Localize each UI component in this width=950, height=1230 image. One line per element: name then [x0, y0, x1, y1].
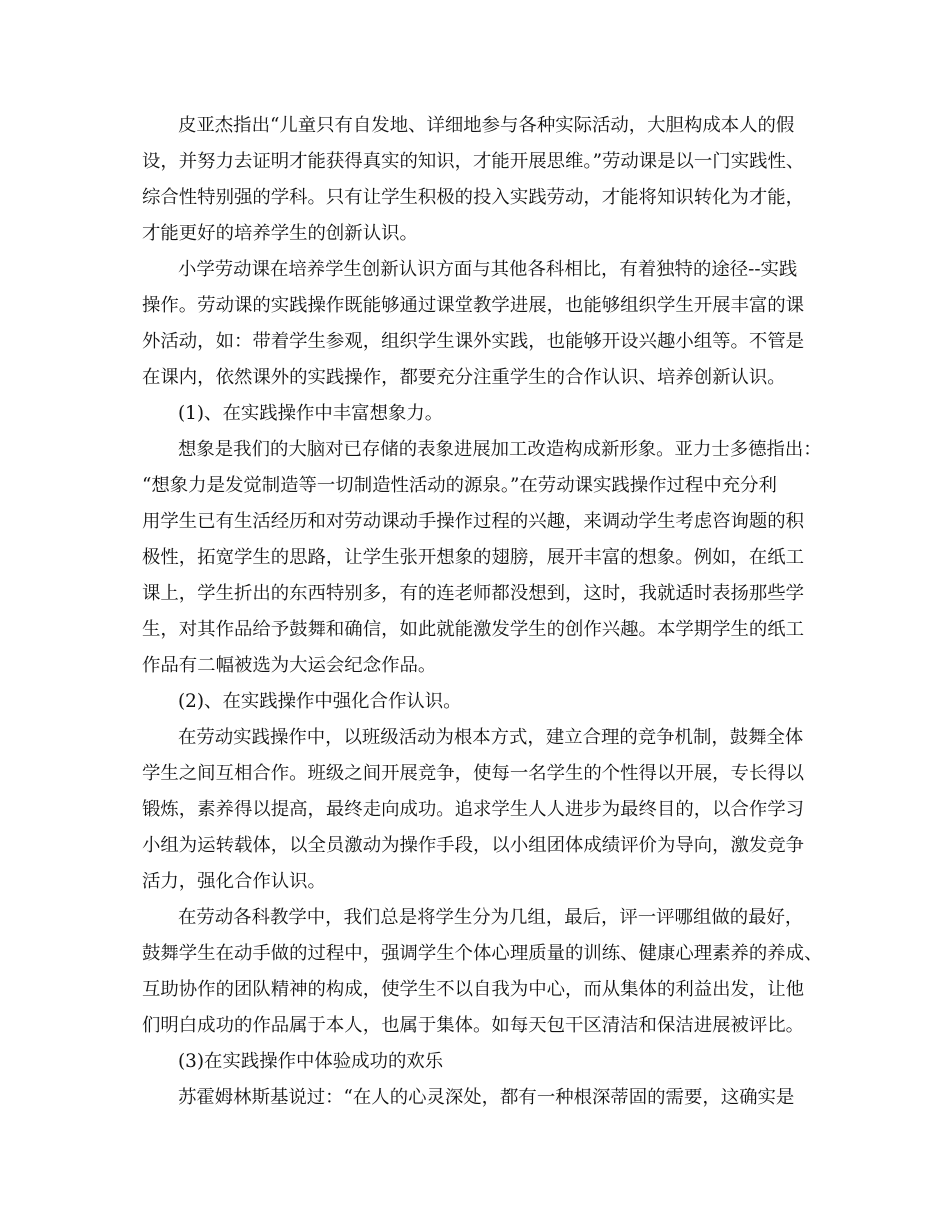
text-line: 鼓舞学生在动手做的过程中，强调学生个体心理质量的训练、健康心理素养的养成、 — [142, 943, 823, 964]
text-line: 才能更好的培养学生的创新认识。 — [142, 223, 418, 244]
text-line: 用学生已有生活经历和对劳动课动手操作过程的兴趣，来调动学生考虑咨询题的积 — [142, 511, 805, 532]
text-line: 想象是我们的大脑对已存储的表象进展加工改造构成新形象。亚力士多德指出： — [178, 439, 822, 460]
text-line: 课上，学生折出的东西特别多，有的连老师都没想到，这时，我就适时表扬那些学 — [142, 583, 805, 604]
text-line: 生，对其作品给予鼓舞和确信，如此就能激发学生的创作兴趣。本学期学生的纸工 — [142, 619, 805, 640]
section-heading: (3)在实践操作中体验成功的欢乐 — [178, 1051, 444, 1072]
section-heading: (2)、在实践操作中强化合作认识。 — [178, 691, 462, 712]
section-heading: (1)、在实践操作中丰富想象力。 — [178, 403, 444, 424]
text-line: 操作。劳动课的实践操作既能够通过课堂教学进展，也能够组织学生开展丰富的课 — [142, 295, 805, 316]
text-line: 设，并努力去证明才能获得真实的知识，才能开展思维。”劳动课是以一门实践性、 — [142, 151, 805, 172]
text-line: 在课内，依然课外的实践操作，都要充分注重学生的合作认识、培养创新认识。 — [142, 367, 786, 388]
text-line: 苏霍姆林斯基说过：“在人的心灵深处，都有一种根深蒂固的需要，这确实是 — [178, 1087, 795, 1108]
text-line: 极性，拓宽学生的思路，让学生张开想象的翅膀，展开丰富的想象。例如，在纸工 — [142, 547, 805, 568]
text-line: 活力，强化合作认识。 — [142, 871, 326, 892]
text-line: 作品有二幅被选为大运会纪念作品。 — [142, 655, 437, 676]
text-line: 小学劳动课在培养学生创新认识方面与其他各科相比，有着独特的途径--实践 — [178, 259, 798, 280]
text-line: 在劳动各科教学中，我们总是将学生分为几组，最后，评一评哪组做的最好， — [178, 907, 804, 928]
text-line: 互助协作的团队精神的构成，使学生不以自我为中心，而从集体的利益出发，让他 — [142, 979, 805, 1000]
text-line: 们明白成功的作品属于本人，也属于集体。如每天包干区清洁和保洁进展被评比。 — [142, 1015, 805, 1036]
text-line: 综合性特别强的学科。只有让学生积极的投入实践劳动，才能将知识转化为才能， — [142, 187, 805, 208]
text-line: 学生之间互相合作。班级之间开展竞争，使每一名学生的个性得以开展，专长得以 — [142, 763, 805, 784]
text-line: 锻炼，素养得以提高，最终走向成功。追求学生人人进步为最终目的，以合作学习 — [142, 799, 805, 820]
text-line: “想象力是发觉制造等一切制造性活动的源泉。”在劳动课实践操作过程中充分利 — [142, 475, 777, 496]
text-line: 皮亚杰指出“儿童只有自发地、详细地参与各种实际活动，大胆构成本人的假 — [178, 115, 795, 136]
text-line: 在劳动实践操作中，以班级活动为根本方式，建立合理的竞争机制，鼓舞全体 — [178, 727, 804, 748]
text-line: 外活动，如：带着学生参观，组织学生课外实践，也能够开设兴趣小组等。不管是 — [142, 331, 805, 352]
text-line: 小组为运转载体，以全员激动为操作手段，以小组团体成绩评价为导向，激发竞争 — [142, 835, 805, 856]
